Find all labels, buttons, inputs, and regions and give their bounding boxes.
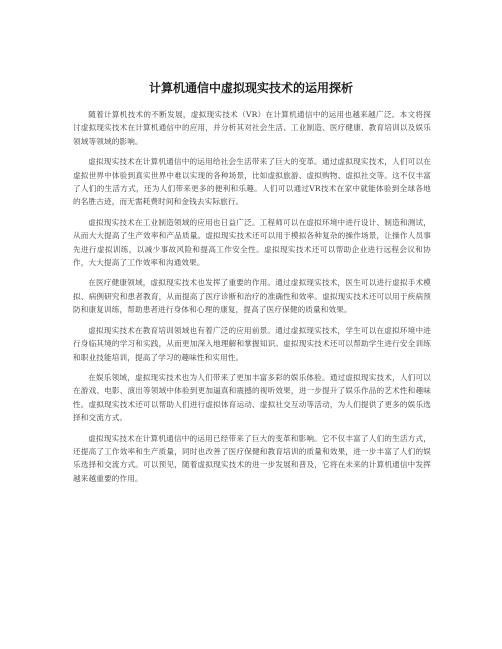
paragraph-entertainment: 在娱乐领域，虚拟现实技术也为人们带来了更加丰富多彩的娱乐体验。通过虚拟现实技术，人们可以在游戏、电影、演出等领域中体验到更加逼真和震撼的视听效果，进一步提升了娱乐作品的艺术性和趣味性。虚拟现实技术还可以帮助人们进行虚拟体育运动、虚拟社交互动等活动，为人们提供了更多的娱乐选择和交流方式。	[73, 372, 431, 423]
paragraph-medical: 在医疗健康领域，虚拟现实技术也发挥了重要的作用。通过虚拟现实技术，医生可以进行虚拟手术模拟、病例研究和患者教育，从而提高了医疗诊断和治疗的准确性和效率。虚拟现实技术还可以用于疾病预防和康复训练，帮助患者进行身体和心理的康复，提高了医疗保健的质量和效果。	[73, 278, 431, 315]
paragraph-education: 虚拟现实技术在教育培训领域也有着广泛的应用前景。通过虚拟现实技术，学生可以在虚拟环境中进行身临其境的学习和实践，从而更加深入地理解和掌握知识。虚拟现实技术还可以帮助学生进行安全训练和职业技能培训，提高了学习的趣味性和实用性。	[73, 325, 431, 362]
paragraph-industry: 虚拟现实技术在工业制造领域的应用也日益广泛。工程师可以在虚拟环境中进行设计、制造和测试，从而大大提高了生产效率和产品质量。虚拟现实技术还可以用于模拟各种复杂的操作场景，让操作人员事先进行虚拟训练，以减少事故风险和提高工作安全性。虚拟现实技术还可以帮助企业进行远程会议和协作，大大提高了工作效率和沟通效果。	[73, 217, 431, 268]
document-body	[73, 108, 431, 492]
paragraph-intro: 随着计算机技术的不断发展，虚拟现实技术（VR）在计算机通信中的运用也越来越广泛。本文将探讨虚拟现实技术在计算机通信中的应用，并分析其对社会生活、工业制造、医疗健康、教育培训以及娱乐领域等领域的影响。	[73, 110, 431, 146]
paragraph-social-life: 虚拟现实技术在计算机通信中的运用给社会生活带来了巨大的变革。通过虚拟现实技术，人们可以在虚拟世界中体验到真实世界中难以实现的各种场景，比如虚拟旅游、虚拟购物、虚拟社交等。这不仅丰富了人们的生活方式，还为人们带来更多的便利和乐趣。人们可以通过VR技术在家中就能体验到全球各地的名胜古迹，而无需耗费时间和金钱去实际旅行。	[73, 157, 431, 207]
paragraph-conclusion: 虚拟现实技术在计算机通信中的运用已经带来了巨大的变革和影响。它不仅丰富了人们的生活方式，还提高了工作效率和生产质量，同时也改善了医疗保健和教育培训的质量和效果，进一步丰富了人们的娱乐选择和交流方式。可以预见，随着虚拟现实技术的进一步发展和普及，它将在未来的计算机通信中发挥越来越重要的作用。	[73, 433, 431, 483]
document-title: 计算机通信中虚拟现实技术的运用探析	[148, 81, 353, 95]
